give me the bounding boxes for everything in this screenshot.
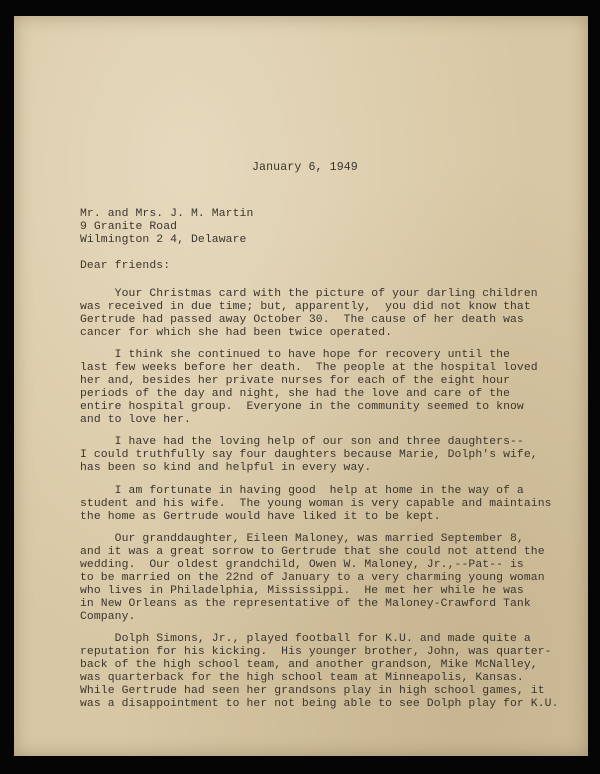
letter-text [14,16,588,756]
paragraph-2-line: and to love her. [80,414,191,426]
letter-page [14,16,588,756]
letter-date: January 6, 1949 [252,161,358,174]
paragraph-4-line: student and his wife. The young woman is very capable and maintains [80,498,552,510]
paragraph-6-line: reputation for his kicking. His younger brother, John, was quarter- [80,646,552,658]
paragraph-3-line: I could truthfully say four daughters because Marie, Dolph's wife, [80,449,538,461]
paragraph-2-line: last few weeks before her death. The people at the hospital loved [80,362,538,374]
paragraph-1-line: cancer for which she had been twice operated. [80,327,393,339]
paragraph-1-line: Your Christmas card with the picture of your darling children [80,288,538,300]
paragraph-6-line: back of the high school team, and another grandson, Mike McNalley, [80,659,538,671]
salutation: Dear friends: [80,260,171,272]
paragraph-4-line: the home as Gertrude would have liked it to be kept. [80,511,441,523]
paragraph-2-line: periods of the day and night, she had the love and care of the [80,388,511,400]
recipient-name: Mr. and Mrs. J. M. Martin [80,208,254,220]
paragraph-1-line: Gertrude had passed away October 30. The cause of her death was [80,314,524,326]
recipient-street: 9 Granite Road [80,221,178,233]
paragraph-4-line: I am fortunate in having good help at home in the way of a [80,485,524,497]
paragraph-6-line: Dolph Simons, Jr., played football for K.U. and made quite a [80,633,531,645]
paragraph-5-line: in New Orleans as the representative of the Maloney-Crawford Tank [80,598,531,610]
paragraph-5-line: to be married on the 22nd of January to a very charming young woman [80,572,545,584]
paragraph-5-line: wedding. Our oldest grandchild, Owen W. Maloney, Jr.,--Pat-- is [80,559,524,571]
paragraph-5-line: who lives in Philadelphia, Mississippi. He met her while he was [80,585,524,597]
paragraph-5-line: Our granddaughter, Eileen Maloney, was married September 8, [80,533,524,545]
paragraph-5-line: and it was a great sorrow to Gertrude that she could not attend the [80,546,545,558]
paragraph-6-line: was quarterback for the high school team at Minneapolis, Kansas. [80,672,524,684]
paragraph-6-line: was a disappointment to her not being able to see Dolph play for K.U. [80,698,559,710]
paragraph-2-line: entire hospital group. Everyone in the community seemed to know [80,401,524,413]
paragraph-3-line: I have had the loving help of our son and three daughters-- [80,436,524,448]
paragraph-2-line: I think she continued to have hope for recovery until the [80,349,511,361]
paragraph-6-line: While Gertrude had seen her grandsons play in high school games, it [80,685,545,697]
paragraph-3-line: has been so kind and helpful in every way. [80,462,372,474]
paragraph-1-line: was received in due time; but, apparently, you did not know that [80,301,531,313]
paragraph-2-line: her and, besides her private nurses for each of the eight hour [80,375,511,387]
paragraph-5-line: Company. [80,611,136,623]
recipient-city: Wilmington 2 4, Delaware [80,234,247,246]
